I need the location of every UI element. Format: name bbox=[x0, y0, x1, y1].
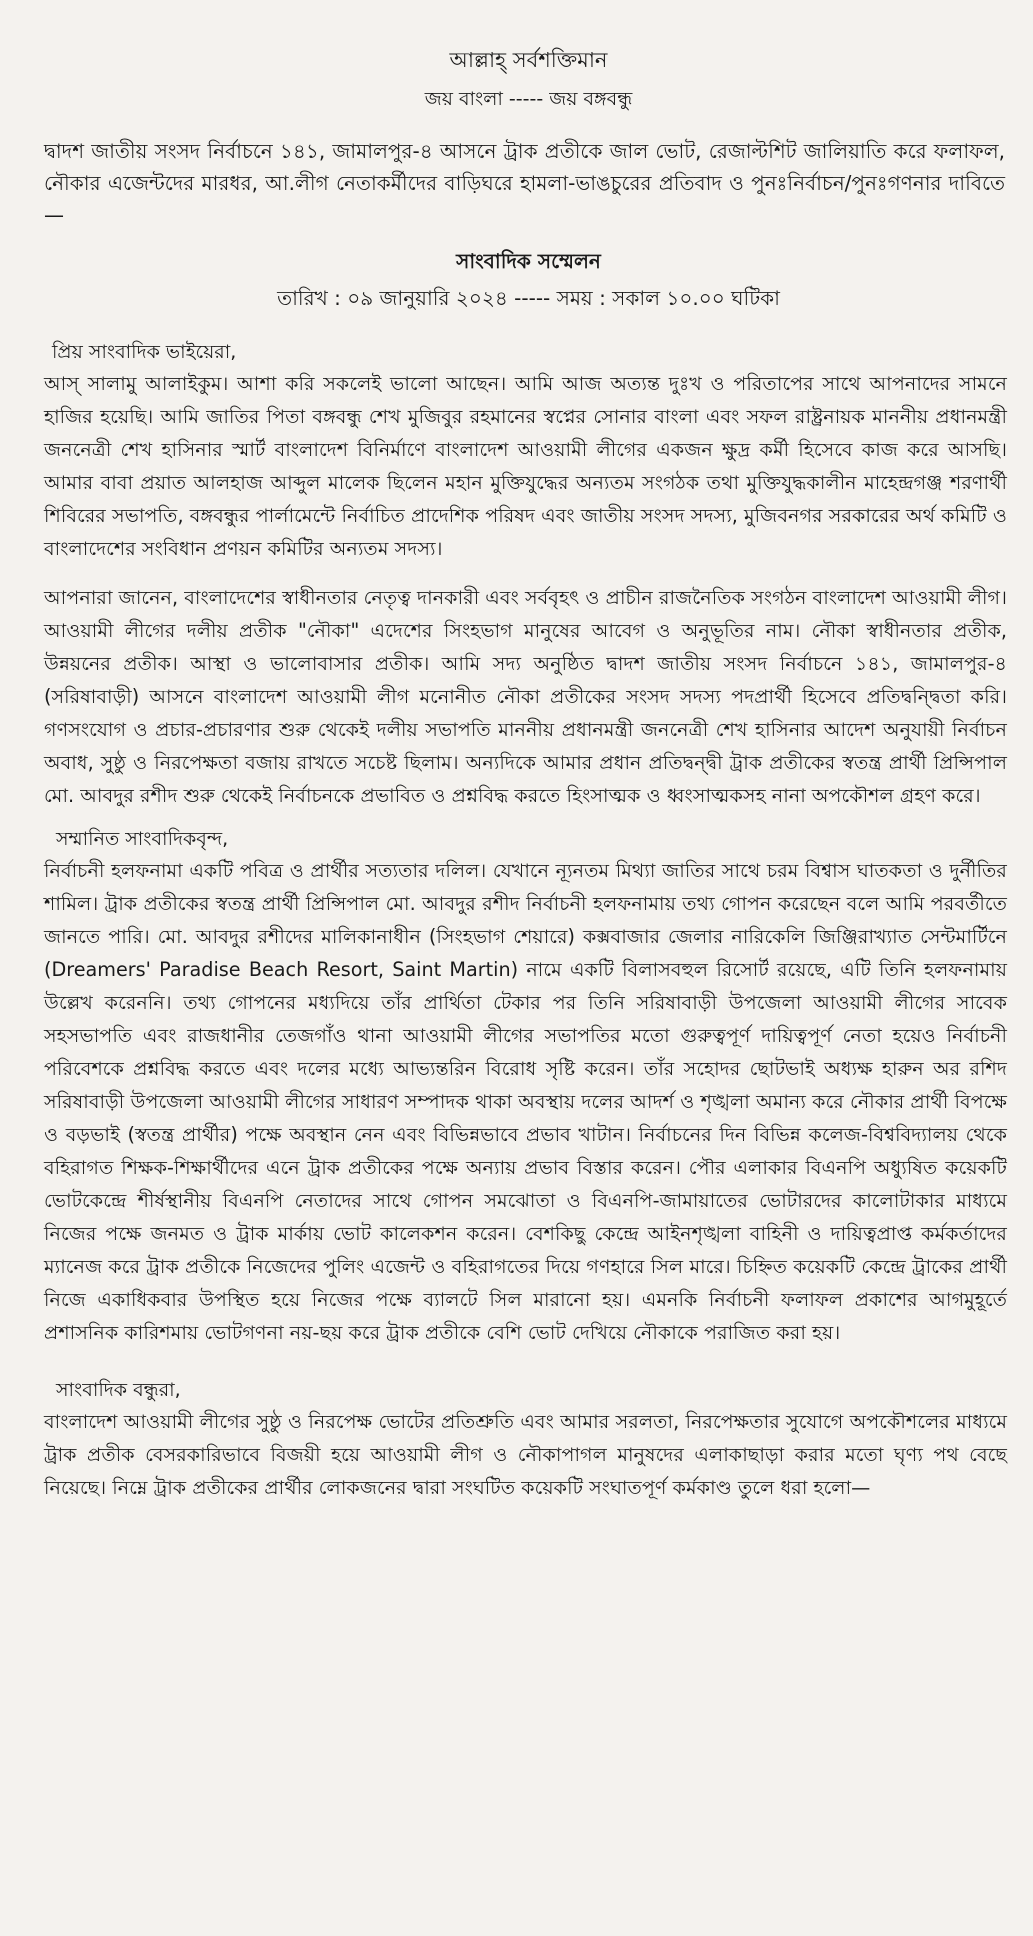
salutation-second: সম্মানিত সাংবাদিকবৃন্দ, bbox=[56, 828, 229, 850]
slogan: জয় বাংলা ----- জয় বঙ্গবন্ধু bbox=[424, 88, 633, 110]
date-time-line: তারিখ : ০৯ জানুয়ারি ২০২৪ ----- সময় : সকাল ১০.০০ ঘটিকা bbox=[277, 286, 780, 310]
salutation-first: প্রিয় সাংবাদিক ভাইয়েরা, bbox=[52, 341, 237, 363]
press-conference-title: সাংবাদিক সম্মেলন bbox=[456, 249, 601, 273]
invocation: আল্লাহ্‌ সর্বশক্তিমান bbox=[449, 48, 608, 72]
paragraph-allegations: নির্বাচনী হলফনামা একটি পবিত্র ও প্রার্থীর সত্যতার দলিল। যেখানে ন্যূনতম মিথ্যা জাতির সাথে চরম বিশ্বাস ঘাতকতা ও দুর্নীতির শামিল। ট্রাক প্রতীকের স্বতন্ত্র প্রার্থী প্রিন্সিপাল মো. আবদুর রশীদ নির্বাচনী হলফনামায় তথ্য গোপন করেছেন বলে আমি পরবর্তীতে জানতে পারি। মো. আবদুর রশীদের মালিকানাধীন (সিংহভাগ শেয়ারে) কক্সবাজার জেলার নারিকেলি জিঞ্জিরাখ্যাত সেন্টমার্টিনে (Dreamers' Paradise Beach Resort, Saint Martin) নামে একটি বিলাসবহুল রিসোর্ট রয়েছে, এটি তিনি হলফনামায় উল্লেখ করেননি। তথ্য গোপনের মধ্যদিয়ে তাঁর প্রার্থিতা টেকার পর তিনি সরিষাবাড়ী উপজেলা আওয়ামী লীগের সাবেক সহসভাপতি এবং রাজধানীর তেজগাঁও থানা আওয়ামী লীগের সভাপতির মতো গুরুত্বপূর্ণ দায়িত্বপূর্ণ নেতা হয়েও নির্বাচনী পরিবেশকে প্রশ্নবিদ্ধ করতে এবং দলের মধ্যে আভ্যন্তরিন বিরোধ সৃষ্টি করেন। তাঁর সহোদর ছোটভাই অধ্যক্ষ হারুন অর রশিদ সরিষাবাড়ী উপজেলা আওয়ামী লীগের সাধারণ সম্পাদক থাকা অবস্থায় দলের আদর্শ ও শৃঙ্খলা অমান্য করে নৌকার প্রার্থী বিপক্ষে ও বড়ভাই (স্বতন্ত্র প্রার্থীর) পক্ষে অবস্থান নেন এবং বিভিন্নভাবে প্রভাব খাটান। নির্বাচনের দিন বিভিন্ন কলেজ-বিশ্ববিদ্যালয় থেকে বহিরাগত শিক্ষক-শিক্ষার্থীদের এনে ট্রাক প্রতীকের পক্ষে অন্যায় প্রভাব বিস্তার করেন। পৌর এলাকার বিএনপি অধ্যুষিত কয়েকটি ভোটকেন্দ্রে শীর্ষস্থানীয় বিএনপি নেতাদের সাথে গোপন সমঝোতা ও বিএনপি-জামায়াতের ভোটারদের কালোটাকার মাধ্যমে নিজের পক্ষে জনমত ও ট্রাক মার্কায় ভোট কালেকশন করেন। বেশকিছু কেন্দ্রে আইনশৃঙ্খলা বাহিনী ও দায়িত্বপ্রাপ্ত কর্মকর্তাদের ম্যানেজ করে ট্রাক প্রতীকে নিজেদের পুলিং এজেন্ট ও বহিরাগতের দিয়ে গণহারে সিল মারে। চিহ্নিত কয়েকটি কেন্দ্রে ট্রাকের প্রার্থী নিজে একাধিকবার উপস্থিত হয়ে নিজের পক্ষে ব্যালটে সিল মারানো হয়। এমনকি নির্বাচনী ফলাফল প্রকাশের আগমুহূর্তে প্রশাসনিক কারিশমায় ভোটগণনা নয়-ছয় করে ট্রাক প্রতীকে বেশি ভোট দেখিয়ে নৌকাকে পরাজিত করা হয়। bbox=[44, 859, 1007, 1344]
salutation-third: সাংবাদিক বন্ধুরা, bbox=[56, 1379, 181, 1401]
paragraph-introduction: আস্‌ সালামু আলাইকুম। আশা করি সকলেই ভালো আছেন। আমি আজ অত্যন্ত দুঃখ ও পরিতাপের সাথে আপনাদের সামনে হাজির হয়েছি। আমি জাতির পিতা বঙ্গবন্ধু শেখ মুজিবুর রহমানের স্বপ্নের সোনার বাংলা এবং সফল রাষ্ট্রনায়ক মাননীয় প্রধানমন্ত্রী জননেত্রী শেখ হাসিনার স্মার্ট বাংলাদেশ বিনির্মাণে বাংলাদেশ আওয়ামী লীগের একজন ক্ষুদ্র কর্মী হিসেবে কাজ করে আসছি। আমার বাবা প্রয়াত আলহাজ আব্দুল মালেক ছিলেন মহান মুক্তিযুদ্ধের অন্যতম সংগঠক তথা মুক্তিযুদ্ধকালীন মাহেন্দ্রগঞ্জ শরণার্থী শিবিরের সভাপতি, বঙ্গবন্ধুর পার্লামেন্টে নির্বাচিত প্রাদেশিক পরিষদ এবং জাতীয় সংসদ সদস্য, মুজিবনগর সরকারের অর্থ কমিটি ও বাংলাদেশের সংবিধান প্রণয়ন কমিটির অন্যতম সদস্য। bbox=[44, 372, 1007, 560]
paragraph-party-background: আপনারা জানেন, বাংলাদেশের স্বাধীনতার নেতৃত্ব দানকারী এবং সর্ববৃহৎ ও প্রাচীন রাজনৈতিক সংগঠন বাংলাদেশ আওয়ামী লীগ। আওয়ামী লীগের দলীয় প্রতীক "নৌকা" এদেশের সিংহভাগ মানুষের আবেগ ও অনুভূতির নাম। নৌকা স্বাধীনতার প্রতীক, উন্নয়নের প্রতীক। আস্থা ও ভালোবাসার প্রতীক। আমি সদ্য অনুষ্ঠিত দ্বাদশ জাতীয় সংসদ নির্বাচনে ১৪১, জামালপুর-৪ (সরিষাবাড়ী) আসনে বাংলাদেশ আওয়ামী লীগ মনোনীত নৌকা প্রতীকের সংসদ সদস্য পদপ্রার্থী হিসেবে প্রতিদ্বন্দ্বিতা করি। গণসংযোগ ও প্রচার-প্রচারণার শুরু থেকেই দলীয় সভাপতি মাননীয় প্রধানমন্ত্রী জননেত্রী শেখ হাসিনার আদেশ অনুযায়ী নির্বাচন অবাধ, সুষ্ঠু ও নিরপেক্ষতা বজায় রাখতে সচেষ্ট ছিলাম। অন্যদিকে আমার প্রধান প্রতিদ্বন্দ্বী ট্রাক প্রতীকের স্বতন্ত্র প্রার্থী প্রিন্সিপাল মো. আবদুর রশীদ শুরু থেকেই নির্বাচনকে প্রভাবিত ও প্রশ্নবিদ্ধ করতে হিংসাত্মক ও ধ্বংসাত্মকসহ নানা অপকৌশল গ্রহণ করে। bbox=[44, 586, 1007, 807]
paragraph-conclusion: বাংলাদেশ আওয়ামী লীগের সুষ্ঠু ও নিরপেক্ষ ভোটের প্রতিশ্রুতি এবং আমার সরলতা, নিরপেক্ষতার সুযোগে অপকৌশলের মাধ্যমে ট্রাক প্রতীক বেসরকারিভাবে বিজয়ী হয়ে আওয়ামী লীগ ও নৌকাপাগল মানুষদের এলাকাছাড়া করার মতো ঘৃণ্য পথ বেছে নিয়েছে। নিম্নে ট্রাক প্রতীকের প্রার্থীর লোকজনের দ্বারা সংঘটিত কয়েকটি সংঘাতপূর্ণ কর্মকাণ্ড তুলে ধরা হলো— bbox=[44, 1410, 1007, 1499]
subject-heading: দ্বাদশ জাতীয় সংসদ নির্বাচনে ১৪১, জামালপুর-৪ আসনে ট্রাক প্রতীকে জাল ভোট, রেজাল্টশিট জালিয়াতি করে ফলাফল, নৌকার এজেন্টদের মারধর, আ.লীগ নেতাকর্মীদের বাড়িঘরে হামলা-ভাঙচুরের প্রতিবাদ ও পুনঃনির্বাচন/পুনঃগণনার দাবিতে— bbox=[44, 139, 1005, 227]
header bbox=[44, 44, 1013, 117]
paragraph-gap bbox=[44, 565, 1013, 581]
